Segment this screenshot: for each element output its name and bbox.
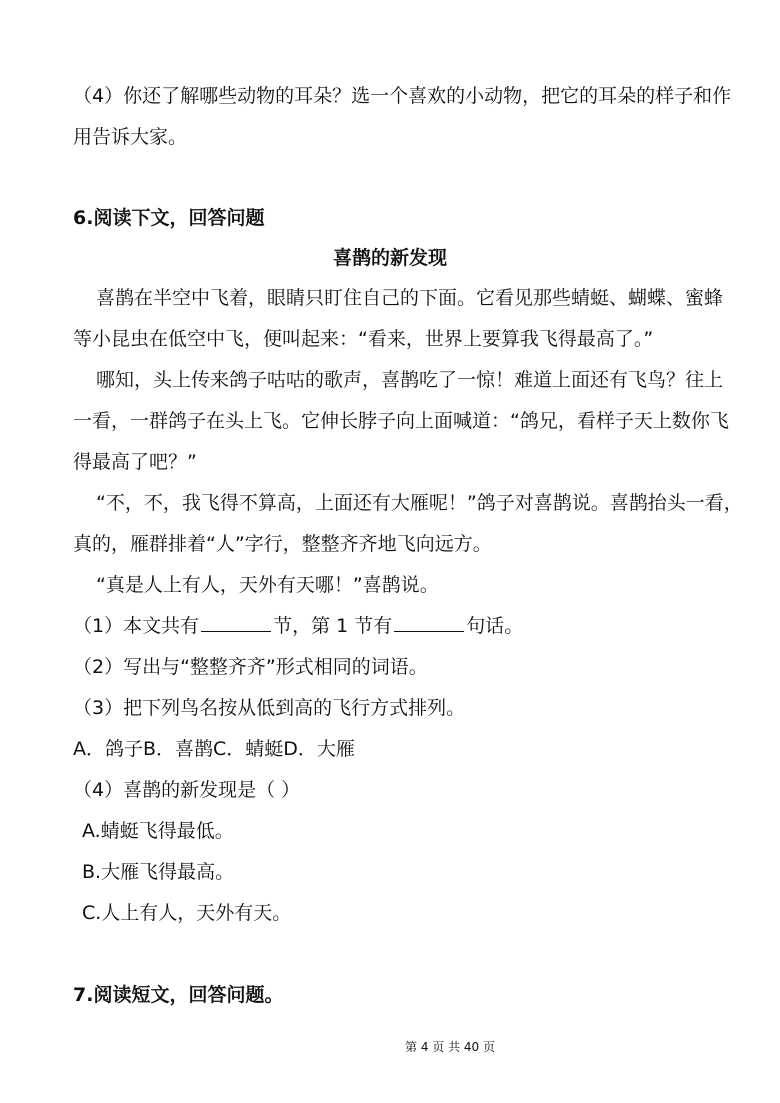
passage-title: 喜鹊的新发现 (332, 247, 447, 269)
q5-item4-line2: 用告诉大家。 (73, 126, 188, 148)
question-1-part-c: 句话。 (466, 615, 524, 637)
paragraph-2-line-2: 一看，一群鸽子在头上飞。它伸长脖子向上面喊道：“鸽兄，看样子天上数你飞 (73, 410, 729, 432)
question-7-heading: 7.阅读短文，回答问题。 (73, 984, 284, 1006)
paragraph-3-line-1: “不，不，我飞得不算高，上面还有大雁呢！”鸽子对喜鹊说。喜鹊抬头一看， (96, 492, 743, 514)
paragraph-3-line-2: 真的，雁群排着“人”字行，整整齐齐地飞向远方。 (73, 533, 492, 555)
q5-item4-line1: （4）你还了解哪些动物的耳朵？选一个喜欢的小动物，把它的耳朵的样子和作 (73, 85, 732, 107)
paragraph-1-line-1: 喜鹊在半空中飞着，眼睛只盯住自己的下面。它看见那些蜻蜓、蝴蝶、蜜蜂 (96, 287, 724, 309)
question-4-option-a: A.蜻蜓飞得最低。 (82, 820, 234, 842)
question-1 (73, 613, 780, 639)
page-footer: 第 4 页 共 40 页 (405, 1040, 495, 1054)
paragraph-2-line-1: 哪知，头上传来鸽子咕咕的歌声，喜鹊吃了一惊！难道上面还有飞鸟？往上 (96, 369, 724, 391)
question-6-heading: 6.阅读下文，回答问题 (73, 207, 265, 229)
paragraph-4-line-1: “真是人上有人，天外有天哪！”喜鹊说。 (96, 574, 439, 596)
question-2: （2）写出与“整整齐齐”形式相同的词语。 (73, 656, 428, 678)
question-1-part-a: （1）本文共有 (73, 615, 200, 637)
question-3: （3）把下列鸟名按从低到高的飞行方式排列。 (73, 697, 466, 719)
question-3-options: A．鸽子B．喜鹊C．蜻蜓D．大雁 (73, 738, 355, 760)
answer-blank-sentences[interactable] (394, 630, 464, 632)
question-4-option-b: B.大雁飞得最高。 (82, 861, 235, 883)
question-1-part-b: 节，第 1 节有 (273, 615, 393, 637)
question-4-option-c: C.人上有人，天外有天。 (82, 902, 292, 924)
answer-blank-sections[interactable] (201, 630, 271, 632)
paragraph-1-line-2: 等小昆虫在低空中飞，便叫起来：“看来，世界上要算我飞得最高了。” (73, 328, 654, 350)
paragraph-2-line-3: 得最高了吧？” (73, 451, 197, 473)
question-4: （4）喜鹊的新发现是（ ） (73, 779, 301, 801)
